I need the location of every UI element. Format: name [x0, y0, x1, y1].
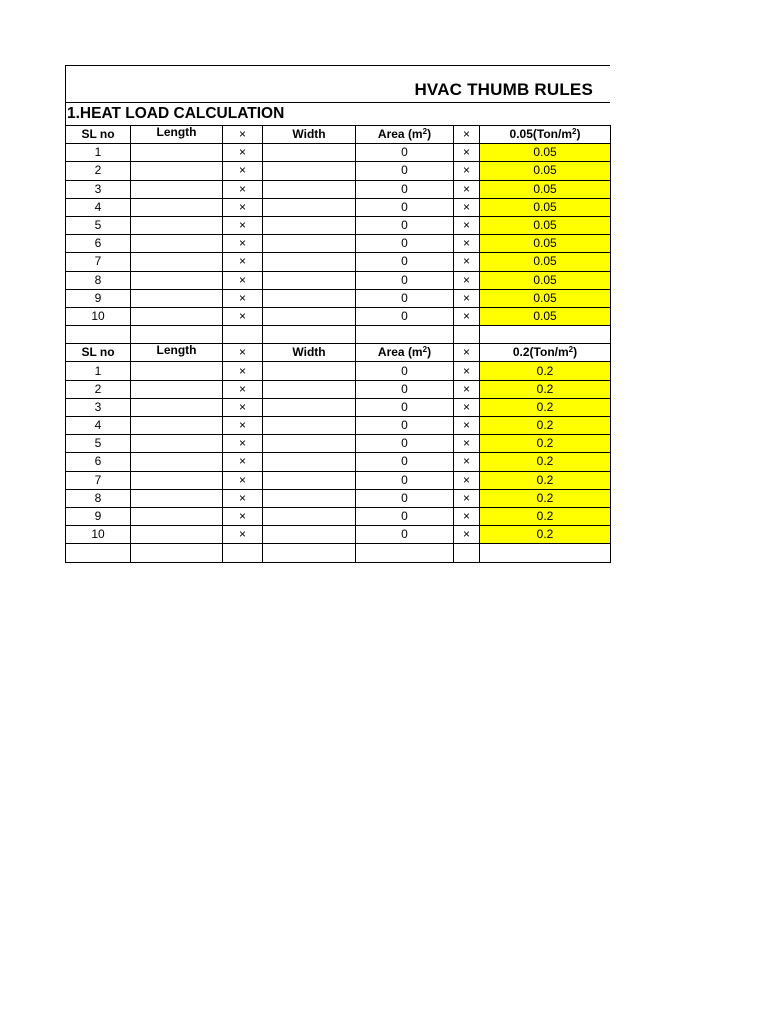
cell-factor[interactable]: 0.05	[480, 235, 611, 253]
page-title: HVAC THUMB RULES	[414, 80, 593, 99]
cell-area[interactable]: 0	[356, 144, 454, 162]
cell-length[interactable]	[131, 253, 223, 271]
table-row	[66, 198, 611, 216]
header-length: Length	[131, 126, 223, 144]
cell-times[interactable]: ×	[454, 526, 480, 544]
cell-times[interactable]: ×	[454, 289, 480, 307]
cell-sl-no[interactable]: 1	[66, 362, 131, 380]
header-factor-text: 0.05(Ton/m	[509, 127, 572, 142]
cell-width[interactable]	[263, 453, 356, 471]
blank-row	[66, 326, 611, 344]
cell-length[interactable]	[131, 398, 223, 416]
cell-area[interactable]: 0	[356, 253, 454, 271]
cell-times[interactable]: ×	[454, 489, 480, 507]
table-row	[66, 526, 611, 544]
table-row	[66, 380, 611, 398]
blank-cell[interactable]	[356, 544, 454, 562]
header-area	[356, 344, 454, 362]
cell-sl-no[interactable]: 5	[66, 435, 131, 453]
cell-area[interactable]: 0	[356, 307, 454, 325]
blank-cell[interactable]	[131, 544, 223, 562]
table-row	[66, 507, 611, 525]
table-row	[66, 453, 611, 471]
table-row	[66, 471, 611, 489]
cell-factor[interactable]: 0.2	[480, 435, 611, 453]
cell-width[interactable]	[263, 489, 356, 507]
cell-sl-no[interactable]: 10	[66, 307, 131, 325]
table-row	[66, 235, 611, 253]
cell-length[interactable]	[131, 507, 223, 525]
cell-length[interactable]	[131, 180, 223, 198]
cell-times[interactable]: ×	[223, 507, 263, 525]
header-times: ×	[454, 126, 480, 144]
blank-cell[interactable]	[66, 544, 131, 562]
cell-length[interactable]	[131, 380, 223, 398]
blank-cell[interactable]	[356, 326, 454, 344]
header-area-close: )	[427, 127, 432, 142]
blank-cell[interactable]	[223, 326, 263, 344]
cell-times[interactable]: ×	[223, 453, 263, 471]
blank-cell[interactable]	[454, 544, 480, 562]
cell-area[interactable]: 0	[356, 198, 454, 216]
cell-length[interactable]	[131, 235, 223, 253]
cell-times[interactable]: ×	[223, 216, 263, 234]
header-sl-no: SL no	[66, 126, 131, 144]
cell-length[interactable]	[131, 435, 223, 453]
header-width: Width	[263, 344, 356, 362]
header-factor-superscript: 2	[568, 345, 574, 355]
blank-cell[interactable]	[480, 544, 611, 562]
blank-cell[interactable]	[223, 544, 263, 562]
blank-row	[66, 544, 611, 562]
table-row	[66, 162, 611, 180]
cell-times[interactable]: ×	[454, 144, 480, 162]
cell-width[interactable]	[263, 398, 356, 416]
cell-times[interactable]: ×	[223, 435, 263, 453]
cell-factor[interactable]: 0.2	[480, 380, 611, 398]
cell-width[interactable]	[263, 526, 356, 544]
cell-times[interactable]: ×	[454, 162, 480, 180]
table-header-row	[66, 344, 611, 362]
cell-area[interactable]: 0	[356, 435, 454, 453]
blank-cell[interactable]	[480, 326, 611, 344]
cell-times[interactable]: ×	[454, 380, 480, 398]
cell-width[interactable]	[263, 253, 356, 271]
table-row	[66, 489, 611, 507]
header-times: ×	[454, 344, 480, 362]
cell-width[interactable]	[263, 435, 356, 453]
cell-length[interactable]	[131, 453, 223, 471]
cell-times[interactable]: ×	[223, 253, 263, 271]
cell-factor[interactable]: 0.05	[480, 253, 611, 271]
cell-times[interactable]: ×	[223, 289, 263, 307]
cell-times[interactable]: ×	[454, 507, 480, 525]
cell-sl-no[interactable]: 8	[66, 489, 131, 507]
header-sl-no: SL no	[66, 344, 131, 362]
cell-length[interactable]	[131, 471, 223, 489]
cell-width[interactable]	[263, 162, 356, 180]
cell-length[interactable]	[131, 417, 223, 435]
cell-area[interactable]: 0	[356, 271, 454, 289]
table-row	[66, 362, 611, 380]
cell-times[interactable]: ×	[223, 417, 263, 435]
cell-sl-no[interactable]: 6	[66, 453, 131, 471]
header-factor-superscript: 2	[572, 127, 577, 137]
cell-factor[interactable]: 0.2	[480, 526, 611, 544]
header-area-text: Area (m	[377, 345, 423, 360]
cell-times[interactable]: ×	[454, 253, 480, 271]
cell-times[interactable]: ×	[454, 398, 480, 416]
header-length: Length	[131, 344, 223, 362]
cell-times[interactable]: ×	[454, 307, 480, 325]
cell-length[interactable]	[131, 307, 223, 325]
cell-length[interactable]	[131, 362, 223, 380]
cell-width[interactable]	[263, 417, 356, 435]
cell-length[interactable]	[131, 289, 223, 307]
table-row	[66, 253, 611, 271]
blank-cell[interactable]	[131, 326, 223, 344]
cell-factor[interactable]: 0.2	[480, 398, 611, 416]
cell-factor[interactable]: 0.05	[480, 162, 611, 180]
cell-sl-no[interactable]: 2	[66, 162, 131, 180]
cell-area[interactable]: 0	[356, 453, 454, 471]
cell-width[interactable]	[263, 289, 356, 307]
cell-width[interactable]	[263, 471, 356, 489]
header-area-close: )	[427, 345, 432, 360]
cell-factor[interactable]: 0.2	[480, 507, 611, 525]
cell-times[interactable]: ×	[223, 471, 263, 489]
section-title: 1.HEAT LOAD CALCULATION	[67, 105, 285, 122]
cell-length[interactable]	[131, 144, 223, 162]
cell-length[interactable]	[131, 216, 223, 234]
cell-times[interactable]: ×	[223, 362, 263, 380]
cell-factor[interactable]: 0.05	[480, 180, 611, 198]
table-row	[66, 216, 611, 234]
cell-times[interactable]: ×	[454, 235, 480, 253]
cell-length[interactable]	[131, 489, 223, 507]
table-row	[66, 271, 611, 289]
cell-sl-no[interactable]: 9	[66, 507, 131, 525]
header-factor	[480, 126, 611, 144]
cell-area[interactable]: 0	[356, 471, 454, 489]
header-area	[356, 126, 454, 144]
header-factor-text: 0.2(Ton/m	[512, 345, 569, 360]
cell-factor[interactable]: 0.2	[480, 362, 611, 380]
cell-sl-no[interactable]: 10	[66, 526, 131, 544]
cell-times[interactable]: ×	[454, 453, 480, 471]
cell-width[interactable]	[263, 198, 356, 216]
cell-factor[interactable]: 0.2	[480, 489, 611, 507]
cell-factor[interactable]: 0.05	[480, 271, 611, 289]
cell-area[interactable]: 0	[356, 526, 454, 544]
cell-area[interactable]: 0	[356, 180, 454, 198]
header-factor-close: )	[576, 127, 581, 142]
heat-load-table	[65, 125, 611, 563]
cell-times[interactable]: ×	[223, 162, 263, 180]
cell-sl-no[interactable]: 5	[66, 216, 131, 234]
cell-width[interactable]	[263, 180, 356, 198]
cell-factor[interactable]: 0.2	[480, 417, 611, 435]
cell-width[interactable]	[263, 216, 356, 234]
table-row	[66, 289, 611, 307]
cell-width[interactable]	[263, 271, 356, 289]
cell-sl-no[interactable]: 4	[66, 198, 131, 216]
cell-area[interactable]: 0	[356, 398, 454, 416]
cell-length[interactable]	[131, 271, 223, 289]
cell-times[interactable]: ×	[223, 198, 263, 216]
blank-cell[interactable]	[263, 544, 356, 562]
header-times: ×	[223, 126, 263, 144]
cell-times[interactable]: ×	[454, 271, 480, 289]
cell-times[interactable]: ×	[454, 417, 480, 435]
cell-factor[interactable]: 0.05	[480, 216, 611, 234]
cell-sl-no[interactable]: 6	[66, 235, 131, 253]
cell-sl-no[interactable]: 3	[66, 398, 131, 416]
header-times: ×	[223, 344, 263, 362]
cell-times[interactable]: ×	[223, 489, 263, 507]
table-row	[66, 307, 611, 325]
cell-sl-no[interactable]: 8	[66, 271, 131, 289]
table-row	[66, 435, 611, 453]
cell-times[interactable]: ×	[454, 471, 480, 489]
cell-times[interactable]: ×	[223, 307, 263, 325]
table-header-row	[66, 126, 611, 144]
cell-times[interactable]: ×	[223, 398, 263, 416]
cell-times[interactable]: ×	[454, 180, 480, 198]
cell-area[interactable]: 0	[356, 507, 454, 525]
header-factor	[480, 344, 611, 362]
cell-factor[interactable]: 0.2	[480, 453, 611, 471]
cell-times[interactable]: ×	[454, 435, 480, 453]
cell-factor[interactable]: 0.05	[480, 289, 611, 307]
blank-cell[interactable]	[66, 326, 131, 344]
cell-width[interactable]	[263, 380, 356, 398]
cell-sl-no[interactable]: 7	[66, 253, 131, 271]
cell-times[interactable]: ×	[223, 235, 263, 253]
table-row	[66, 398, 611, 416]
cell-area[interactable]: 0	[356, 162, 454, 180]
title-row	[65, 65, 610, 103]
cell-sl-no[interactable]: 1	[66, 144, 131, 162]
cell-area[interactable]: 0	[356, 489, 454, 507]
cell-sl-no[interactable]: 7	[66, 471, 131, 489]
cell-times[interactable]: ×	[223, 380, 263, 398]
cell-sl-no[interactable]: 2	[66, 380, 131, 398]
header-area-text: Area (m	[377, 127, 423, 142]
cell-factor[interactable]: 0.2	[480, 471, 611, 489]
section-row	[65, 103, 610, 125]
header-area-superscript: 2	[422, 345, 428, 355]
cell-sl-no[interactable]: 4	[66, 417, 131, 435]
cell-width[interactable]	[263, 362, 356, 380]
cell-area[interactable]: 0	[356, 362, 454, 380]
header-factor-close: )	[573, 345, 578, 360]
cell-times[interactable]: ×	[223, 180, 263, 198]
cell-area[interactable]: 0	[356, 235, 454, 253]
blank-cell[interactable]	[454, 326, 480, 344]
table-body	[66, 126, 611, 563]
cell-width[interactable]	[263, 307, 356, 325]
spreadsheet-sheet	[65, 65, 610, 563]
cell-times[interactable]: ×	[223, 271, 263, 289]
header-area-superscript: 2	[422, 127, 428, 137]
cell-times[interactable]: ×	[454, 216, 480, 234]
cell-area[interactable]: 0	[356, 417, 454, 435]
blank-cell[interactable]	[263, 326, 356, 344]
cell-area[interactable]: 0	[356, 216, 454, 234]
cell-length[interactable]	[131, 162, 223, 180]
cell-width[interactable]	[263, 507, 356, 525]
cell-times[interactable]: ×	[454, 198, 480, 216]
header-width: Width	[263, 126, 356, 144]
cell-length[interactable]	[131, 526, 223, 544]
cell-area[interactable]: 0	[356, 289, 454, 307]
cell-factor[interactable]: 0.05	[480, 198, 611, 216]
cell-sl-no[interactable]: 3	[66, 180, 131, 198]
table-row	[66, 417, 611, 435]
table-row	[66, 144, 611, 162]
table-row	[66, 180, 611, 198]
cell-area[interactable]: 0	[356, 380, 454, 398]
cell-width[interactable]	[263, 235, 356, 253]
cell-sl-no[interactable]: 9	[66, 289, 131, 307]
cell-times[interactable]: ×	[223, 526, 263, 544]
cell-length[interactable]	[131, 198, 223, 216]
cell-factor[interactable]: 0.05	[480, 144, 611, 162]
cell-width[interactable]	[263, 144, 356, 162]
cell-times[interactable]: ×	[223, 144, 263, 162]
cell-factor[interactable]: 0.05	[480, 307, 611, 325]
cell-times[interactable]: ×	[454, 362, 480, 380]
